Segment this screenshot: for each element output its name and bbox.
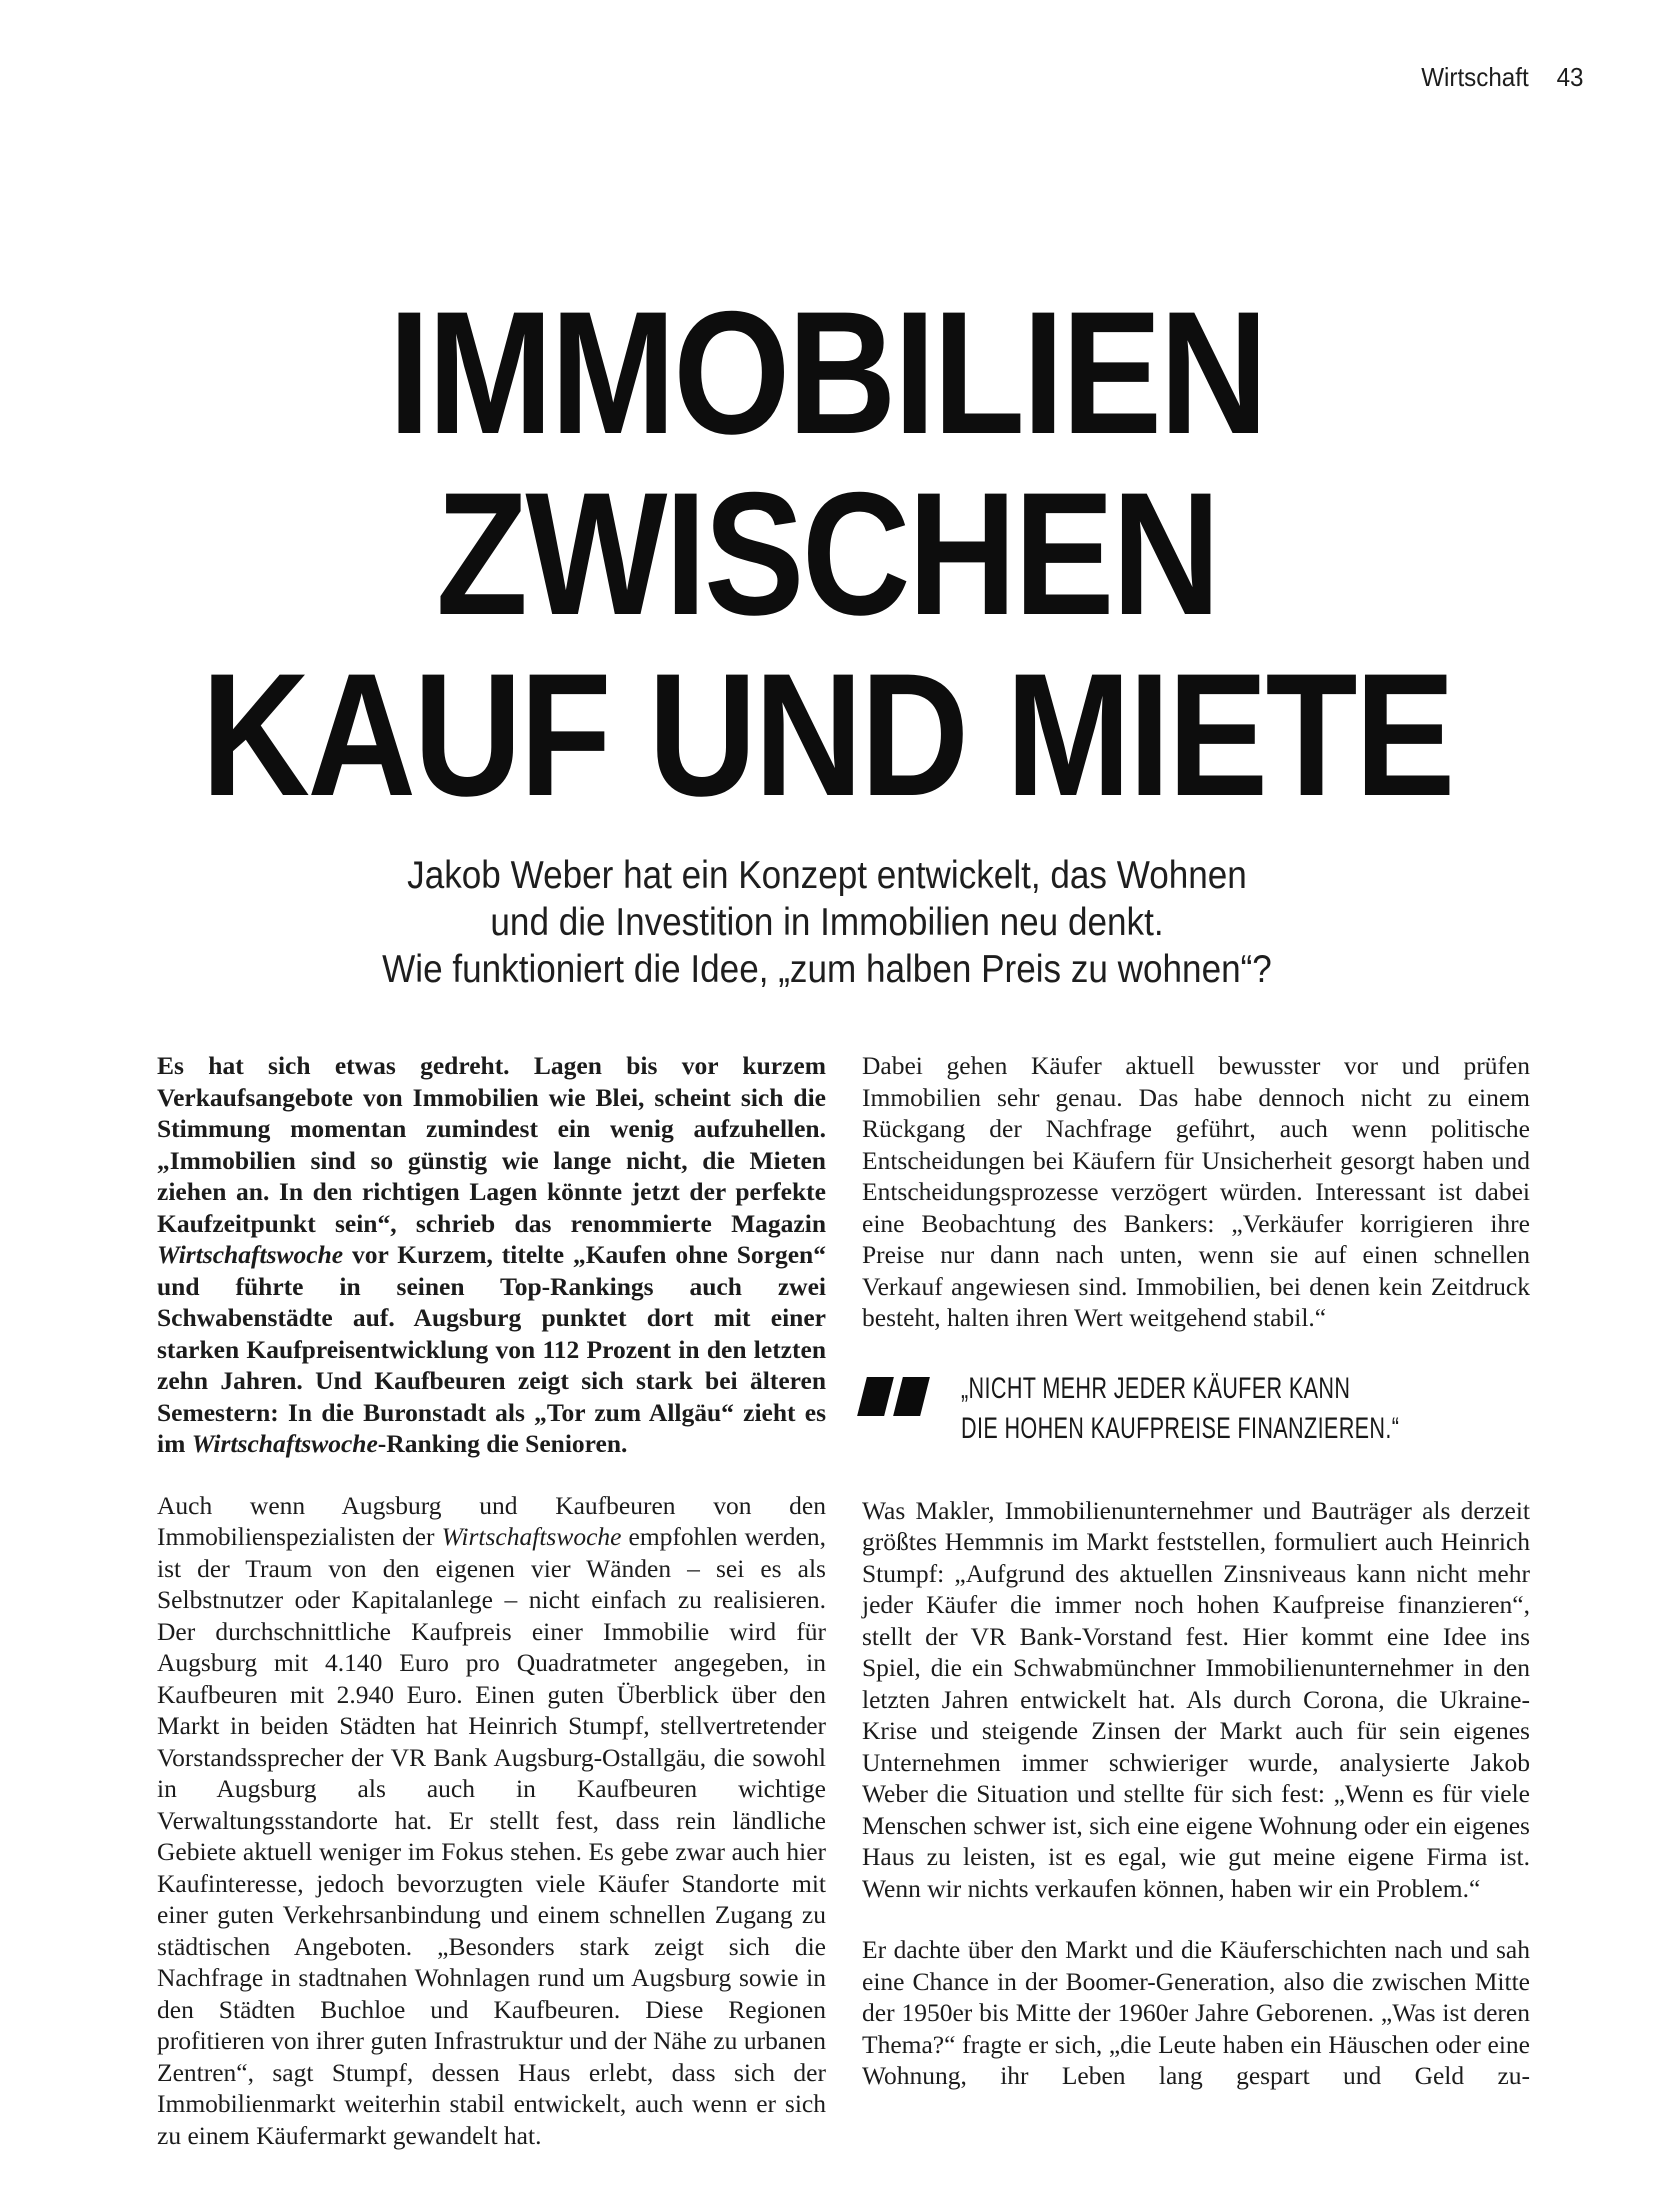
lead-text: vor Kurzem, titelte „Kaufen ohne Sorgen“ und führte in seinen Top-Rankings auch zwei Schwabenstädte auf. Augsburg punktet dort mit einer starken Kaufpreisentwicklung von 112 Prozent in den letzten zehn Jahren. Und Kaufbeuren zeigt sich stark bei älteren Semestern: In die Buronstadt als „Tor zum Allgäu“ zieht es im xyxy=(157,1240,826,1458)
quote-bar xyxy=(893,1377,930,1416)
left-column xyxy=(157,1050,826,2181)
lead-paragraph xyxy=(157,1050,826,1460)
magazine-name-italic: Wirtschaftswoche xyxy=(157,1240,344,1269)
lead-text: Es hat sich etwas gedreht. Lagen bis vor kurzem Verkaufsangebote von Immobilien wie Blei, scheint sich die Stimmung momentan zumindest ein wenig aufzuhellen. „Immobilien sind so günstig wie lange nicht, die Mieten ziehen an. In den richtigen Lagen könnte jetzt der perfekte Kaufzeitpunkt sein“, schrieb das renommierte Magazin xyxy=(157,1051,826,1238)
running-head xyxy=(1421,62,1583,92)
subtitle-line-3: Wie funktioniert die Idee, „zum halben Preis zu wohnen“? xyxy=(382,948,1272,991)
double-quote-mark-icon xyxy=(862,1374,925,1416)
body-text: Auch wenn Augsburg und Kaufbeuren von den Immobilienspezialisten der xyxy=(157,1490,826,1551)
subtitle-line-1: Jakob Weber hat ein Konzept entwickelt, das Wohnen xyxy=(407,854,1247,897)
article-subtitle xyxy=(83,852,1572,993)
body-text: empfohlen werden, ist der Traum von den eigenen vier Wänden – sei es als Selbstnutzer oder Kapitalanlege – nicht einfach zu realisieren. Der durchschnittliche Kaufpreis einer Immobilie wird für Augsburg mit 4.140 Euro pro Quadratmeter angegeben, in Kaufbeuren mit 2.940 Euro. Einen guten Überblick über den Markt in beiden Städten hat Heinrich Stumpf, stellvertretender Vorstandssprecher der VR Bank Augsburg-Ostallgäu, die sowohl in Augsburg als auch in Kaufbeuren wichtige Verwaltungsstandorte hat. Er stellt fest, dass rein ländliche Gebiete aktuell weniger im Fokus stehen. Es gebe zwar auch hier Kaufinteresse, jedoch bevorzugten viele Käufer Standorte mit einer guten Verkehrsanbindung und einem schnellen Zugang zu städtischen Angeboten. „Besonders stark zeigt sich die Nachfrage in stadtnahen Wohnlagen rund um Augsburg sowie in den Städten Buchloe und Kaufbeuren. Diese Regionen profitieren von ihrer guten Infrastruktur und der Nähe zu urbanen Zentren“, sagt Stumpf, dessen Haus erlebt, dass sich der Immobilienmarkt weiterhin stabil entwickelt, auch wenn er sich zu einem Käufermarkt gewandelt hat. xyxy=(157,1522,826,2150)
pull-quote-line-2: DIE HOHEN KAUFPREISE FINANZIEREN.“ xyxy=(961,1411,1400,1445)
quote-bar xyxy=(857,1377,894,1416)
lead-text: -Ranking die Senioren. xyxy=(377,1429,628,1458)
body-paragraph xyxy=(157,1490,826,2152)
right-column xyxy=(862,1050,1530,2122)
body-paragraph-runover: Er dachte über den Markt und die Käuferschichten nach und sah eine Chance in der Boomer-Generation, also die zwischen Mitte der 1950er bis Mitte der 1960er Jahre Geborenen. „Was ist deren Thema?“ fragte er sich, „die Leute haben ein Häuschen oder eine Wohnung, ihr Leben lang gespart und Geld zu- xyxy=(862,1935,1530,2090)
subtitle-line-2: und die Investition in Immobilien neu denkt. xyxy=(490,901,1164,944)
headline-line-2: ZWISCHEN xyxy=(436,457,1218,652)
magazine-name-italic: Wirtschaftswoche xyxy=(191,1429,378,1458)
headline-line-1: IMMOBILIEN xyxy=(388,276,1266,471)
body-paragraph: Was Makler, Immobilienunternehmer und Bauträger als derzeit größtes Hemmnis im Markt feststellen, formuliert auch Heinrich Stumpf: „Aufgrund des aktuellen Zinsniveaus kann nicht mehr jeder Käufer die immer noch hohen Kaufpreise finanzieren“, stellt der VR Bank-Vorstand fest. Hier kommt eine Idee ins Spiel, die ein Schwabmünchner Immobilienunternehmer in den letzten Jahren entwickelt hat. Als durch Corona, die Ukraine-Krise und steigende Zinsen der Markt auch für sein eigenes Unternehmen immer schwieriger wurde, analysierte Jakob Weber die Situation und stellte für sich fest: „Wenn es für viele Menschen schwer ist, sich eine eigene Wohnung oder ein eigenes Haus zu leisten, ist es egal, wie gut meine eigene Firma ist. Wenn wir nichts verkaufen können, haben wir ein Problem.“ xyxy=(862,1495,1530,1903)
pull-quote-line-1: „NICHT MEHR JEDER KÄUFER KANN xyxy=(961,1371,1351,1405)
magazine-name-italic: Wirtschaftswoche xyxy=(441,1522,622,1551)
article-headline xyxy=(116,276,1538,833)
pull-quote xyxy=(862,1371,1530,1449)
page-number: 43 xyxy=(1556,62,1583,92)
pull-quote-text xyxy=(961,1369,1399,1449)
body-paragraph: Dabei gehen Käufer aktuell bewusster vor und prüfen Immobilien sehr genau. Das habe dennoch nicht zu einem Rückgang der Nachfrage geführt, auch wenn politische Entscheidungen bei Käufern für Unsicherheit gesorgt haben und Entscheidungsprozesse verzögert würden. Interessant ist dabei eine Beobachtung des Bankers: „Verkäufer korrigieren ihre Preise nur dann nach unten, wenn sie auf einen schnellen Verkauf angewiesen sind. Immobilien, bei denen kein Zeitdruck besteht, halten ihren Wert weitgehend stabil.“ xyxy=(862,1051,1530,1332)
headline-line-3: KAUF UND MIETE xyxy=(201,638,1453,833)
section-label: Wirtschaft xyxy=(1420,62,1529,92)
